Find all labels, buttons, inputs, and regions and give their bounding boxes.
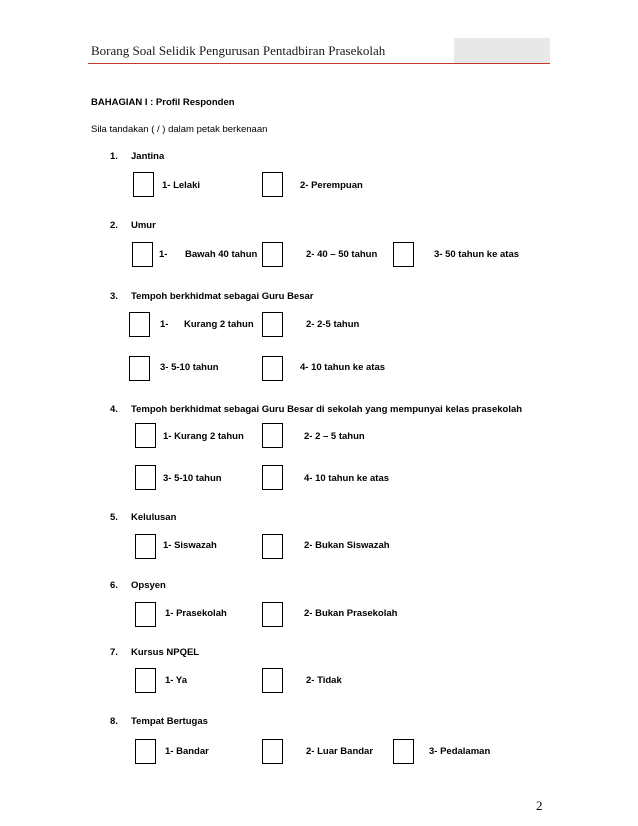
checkbox[interactable] [262, 739, 283, 764]
option-label: 3- 50 tahun ke atas [434, 249, 520, 260]
option-label: 1- [160, 319, 169, 330]
option-label: 2- Luar Bandar [306, 746, 374, 757]
checkbox[interactable] [133, 172, 154, 197]
question-text: Tempoh berkhidmat sebagai Guru Besar di sekolah yang mempunyai kelas prasekolah [131, 404, 523, 415]
question-text: Kursus NPQEL [131, 647, 200, 658]
option-label: 3- 5-10 tahun [160, 362, 219, 373]
checkbox[interactable] [393, 242, 414, 267]
checkbox[interactable] [262, 172, 283, 197]
header-shaded-box [454, 38, 550, 64]
checkbox[interactable] [135, 739, 156, 764]
question-number: 7. [110, 647, 118, 658]
option-label: 3- 5-10 tahun [163, 473, 222, 484]
option-label: 1- Prasekolah [165, 608, 227, 619]
checkbox[interactable] [262, 602, 283, 627]
option-label: 1- Kurang 2 tahun [163, 431, 244, 442]
option-label: 2- 40 – 50 tahun [306, 249, 378, 260]
option-label: 2- Perempuan [300, 180, 363, 191]
document-header-title: Borang Soal Selidik Pengurusan Pentadbiran Prasekolah [91, 43, 386, 58]
option-label: 2- 2-5 tahun [306, 319, 360, 330]
checkbox[interactable] [129, 356, 150, 381]
checkbox[interactable] [262, 356, 283, 381]
option-label: 4- 10 tahun ke atas [304, 473, 390, 484]
checkbox[interactable] [262, 534, 283, 559]
option-label: 2- Bukan Prasekolah [304, 608, 398, 619]
option-label: 1- Siswazah [163, 540, 217, 551]
checkbox[interactable] [262, 465, 283, 490]
question-number: 6. [110, 580, 118, 591]
checkbox[interactable] [262, 242, 283, 267]
question-text: Umur [131, 220, 156, 231]
page-number: 2 [536, 798, 543, 813]
question-text: Opsyen [131, 580, 166, 591]
checkbox[interactable] [135, 602, 156, 627]
option-label: Bawah 40 tahun [185, 249, 258, 260]
checkbox[interactable] [135, 423, 156, 448]
checkbox[interactable] [262, 668, 283, 693]
option-label: 1- Bandar [165, 746, 209, 757]
question-number: 1. [110, 151, 118, 162]
header-rule [88, 63, 550, 64]
question-text: Kelulusan [131, 512, 177, 523]
checkbox[interactable] [262, 312, 283, 337]
question-number: 2. [110, 220, 118, 231]
question-text: Jantina [131, 151, 165, 162]
checkbox[interactable] [135, 668, 156, 693]
instruction-text: Sila tandakan ( / ) dalam petak berkenaan [91, 124, 268, 135]
question-text: Tempoh berkhidmat sebagai Guru Besar [131, 291, 314, 302]
checkbox[interactable] [393, 739, 414, 764]
option-label: Kurang 2 tahun [184, 319, 254, 330]
option-label: 2- Bukan Siswazah [304, 540, 390, 551]
checkbox[interactable] [135, 465, 156, 490]
question-number: 5. [110, 512, 118, 523]
option-label: 2- Tidak [306, 675, 342, 686]
checkbox[interactable] [129, 312, 150, 337]
option-label: 4- 10 tahun ke atas [300, 362, 386, 373]
option-label: 1- [159, 249, 168, 260]
option-label: 1- Ya [165, 675, 188, 686]
section-title: BAHAGIAN I : Profil Responden [91, 97, 235, 108]
option-label: 1- Lelaki [162, 180, 201, 191]
option-label: 3- Pedalaman [429, 746, 491, 757]
question-number: 8. [110, 716, 118, 727]
option-label: 2- 2 – 5 tahun [304, 431, 365, 442]
question-number: 4. [110, 404, 118, 415]
question-text: Tempat Bertugas [131, 716, 208, 727]
checkbox[interactable] [262, 423, 283, 448]
question-number: 3. [110, 291, 118, 302]
checkbox[interactable] [132, 242, 153, 267]
checkbox[interactable] [135, 534, 156, 559]
